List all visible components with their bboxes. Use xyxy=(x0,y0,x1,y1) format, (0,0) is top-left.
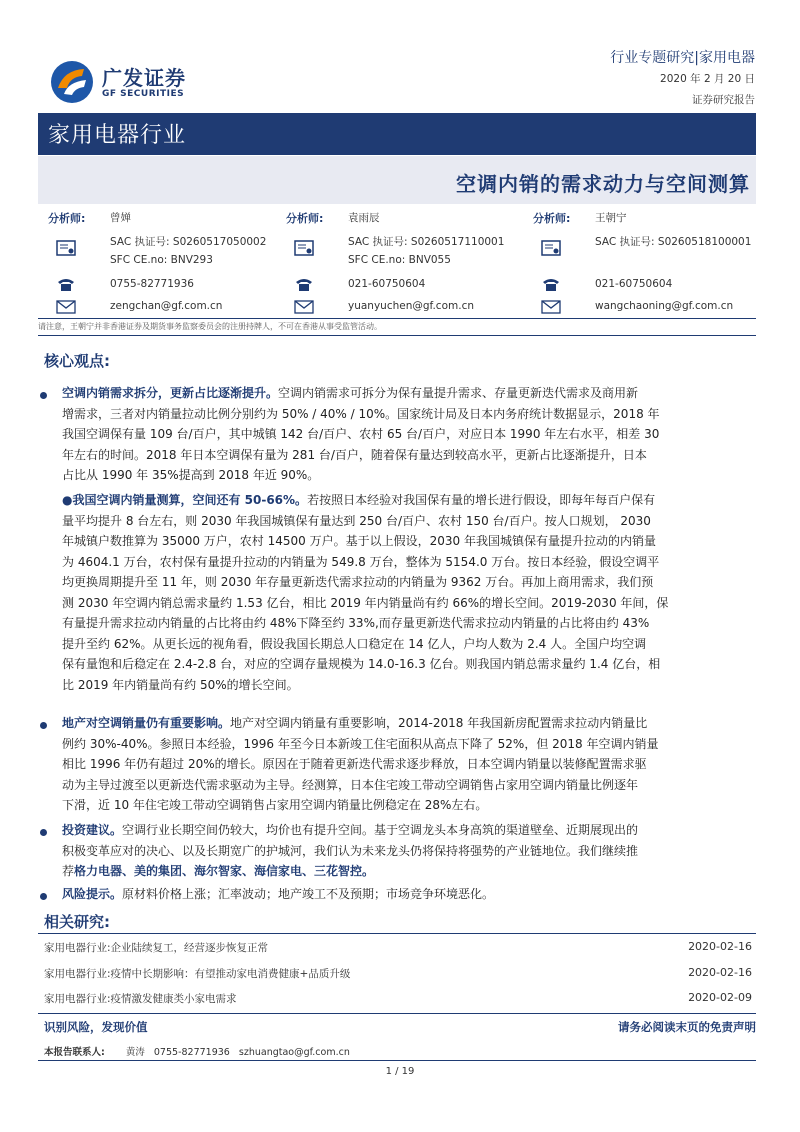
phone-icon xyxy=(56,276,76,292)
paragraph-heading: 风险提示。 xyxy=(62,887,123,901)
text-line: 有量提升需求拉动内销量的占比将由约 48%下降至约 33%,而存量更新迭代需求拉动内销量的占比将由约 43% xyxy=(62,616,650,630)
text-line: 下滑，近 10 年住宅竣工带动空调销售占家用空调内销量比例稳定在 28%左右。 xyxy=(62,798,488,812)
related-item-title[interactable]: 家用电器行业:疫情激发健康类小家电需求 xyxy=(44,993,237,1005)
text-line: 均更换周期提升至 11 年，则 2030 年存量更新迭代需求拉动的内销量为 9362 万台。再加上商用需求，我们预 xyxy=(62,575,654,589)
paragraph-heading: ●我国空调内销量测算，空间还有 50-66%。 xyxy=(62,493,308,507)
certificate-icon xyxy=(294,240,314,256)
recommended-stocks: 格力电器、美的集团、海尔智家、海信家电、三花智控。 xyxy=(74,864,375,878)
footer-contact xyxy=(44,1044,350,1058)
related-item-date: 2020-02-16 xyxy=(688,966,752,979)
logo-text-cn: 广发证券 xyxy=(102,66,186,90)
text-line: 我国空调保有量 109 台/百户，其中城镇 142 台/百户、农村 65 台/百户，对应日本 1990 年左右水平，相差 30 xyxy=(62,427,660,441)
analyst-sfc: SFC CE.no: BNV293 xyxy=(110,254,213,266)
text-line: 空调行业长期空间仍较大，均价也有提升空间。基于空调龙头本身高筑的渠道壁垒、近期展现出的 xyxy=(122,823,639,837)
text-line: 占比从 1990 年 35%提高到 2018 年近 90%。 xyxy=(62,468,320,482)
core-paragraph-3 xyxy=(62,713,754,816)
text-line: 相比 1996 年仍有超过 20%的增长。原因在于随着更新迭代需求逐步释放，日本空调内销量以装修配置需求驱 xyxy=(62,757,647,771)
analyst-sac: SAC 执证号: S0260517050002 xyxy=(110,236,267,248)
certificate-icon xyxy=(541,240,561,256)
text-line: 提升至约 62%。从更长远的视角看，假设我国长期总人口稳定在 14 亿人，户均人数为 2.4 人。全国户均空调 xyxy=(62,636,647,651)
text-line: 地产对空调内销量有重要影响，2014-2018 年我国新房配置需求拉动内销量比 xyxy=(230,716,648,730)
related-research-title: 相关研究: xyxy=(44,913,110,931)
text-line: 积极变革应对的决心、以及长期宽广的护城河，我们认为未来龙头仍将保持将强势的产业链地位。我们继续推 xyxy=(62,843,639,858)
certificate-icon xyxy=(56,240,76,256)
bullet-icon xyxy=(40,829,47,836)
related-item-title[interactable]: 家用电器行业:疫情中长期影响：有望推动家电消费健康+品质升级 xyxy=(44,968,351,980)
analyst-email[interactable]: wangchaoning@gf.com.cn xyxy=(595,300,734,312)
divider xyxy=(38,318,756,319)
core-paragraph-2 xyxy=(62,490,754,695)
report-title: 空调内销的需求动力与空间测算 xyxy=(456,172,750,196)
text-line: 例约 30%-40%。参照日本经验，1996 年至今日本新竣工住宅面积从高点下降了 52%，但 2018 年空调内销量 xyxy=(62,736,659,751)
text-line: 保有量饱和后稳定在 2.4-2.8 台，对应的空调存量规模为 14.0-16.3 亿台。则我国内销总需求量约 1.4 亿台，相 xyxy=(62,657,661,671)
related-item-title[interactable]: 家用电器行业:企业陆续复工，经营逐步恢复正常 xyxy=(44,942,269,954)
text-line: 增需求，三者对内销量拉动比例分别约为 50% / 40% / 10%。国家统计局及日本内务府统计数据显示，2018 年 xyxy=(62,406,660,421)
analyst-sac: SAC 执证号: S0260518100001 xyxy=(595,236,752,248)
analyst-block-2 xyxy=(286,210,526,318)
text-line: 动为主导过渡至以更新迭代需求驱动为主导。经测算，日本住宅竣工带动空调销售占家用空调内销量比例逐年 xyxy=(62,777,639,792)
text-line: 为 4604.1 万台，农村保有量提升拉动的内销量为 549.8 万台，整体为 5154.0 万台。按日本经验，假设空调平 xyxy=(62,554,660,569)
core-paragraph-5 xyxy=(62,884,754,905)
report-type: 证券研究报告 xyxy=(692,94,755,106)
text-line: 年左右的时间。2018 年日本空调保有量为 281 台/百户，随着保有量达到较高水平，更新占比逐渐提升，日本 xyxy=(62,447,647,462)
industry-title: 家用电器行业 xyxy=(48,123,187,148)
text-line: 量平均提升 8 台左右，则 2030 年我国城镇保有量达到 250 台/百户、农村 150 台/百户。按人口规划， 2030 xyxy=(62,513,651,528)
report-category: 行业专题研究|家用电器 xyxy=(610,50,755,66)
bullet-icon xyxy=(40,392,47,399)
bullet-icon xyxy=(40,722,47,729)
analyst-phone: 021-60750604 xyxy=(348,278,426,290)
report-date: 2020 年 2 月 20 日 xyxy=(660,73,755,85)
related-item[interactable] xyxy=(44,991,752,1006)
footer-divider xyxy=(38,1060,756,1061)
related-item-date: 2020-02-09 xyxy=(688,991,752,1004)
core-paragraph-4 xyxy=(62,820,754,882)
analyst-phone: 0755-82771936 xyxy=(110,278,194,290)
contact-phone: 0755-82771936 xyxy=(153,1047,230,1058)
footer-divider xyxy=(38,1013,756,1014)
divider xyxy=(38,335,756,336)
analyst-block-3 xyxy=(533,210,758,318)
analyst-name: 王朝宁 xyxy=(595,212,627,224)
paragraph-heading: 空调内销需求拆分，更新占比逐渐提升。 xyxy=(62,386,279,400)
core-views-title: 核心观点: xyxy=(44,352,110,370)
analyst-name: 曾婵 xyxy=(110,212,131,224)
contact-name: 黄涛 xyxy=(125,1047,145,1058)
analyst-name: 袁雨辰 xyxy=(348,212,380,224)
logo xyxy=(50,60,230,108)
logo-mark-icon xyxy=(50,60,94,104)
text-line: 测 2030 年空调内销总需求量约 1.53 亿台，相比 2019 年内销量尚有约 66%的增长空间。2019-2030 年间，保 xyxy=(62,595,669,610)
text-line: 空调内销需求可拆分为保有量提升需求、存量更新迭代需求及商用新 xyxy=(278,386,639,400)
email-icon xyxy=(294,299,314,315)
email-icon xyxy=(56,299,76,315)
core-paragraph-1 xyxy=(62,383,754,486)
contact-label: 本报告联系人: xyxy=(44,1047,105,1058)
related-item[interactable] xyxy=(44,940,752,955)
analyst-email[interactable]: zengchan@gf.com.cn xyxy=(110,300,223,312)
related-item[interactable] xyxy=(44,966,752,981)
paragraph-heading: 投资建议。 xyxy=(62,823,123,837)
related-item-date: 2020-02-16 xyxy=(688,940,752,953)
divider xyxy=(38,933,756,934)
text-line: 原材料价格上涨；汇率波动；地产竣工不及预期；市场竞争环境恶化。 xyxy=(122,887,495,901)
text-line: 比 2019 年内销量尚有约 50%的增长空间。 xyxy=(62,677,299,692)
analyst-disclaimer: 请注意，王朝宁并非香港证券及期货事务监察委员会的注册持牌人，不可在香港从事受监管活动。 xyxy=(38,322,382,331)
analyst-sfc: SFC CE.no: BNV055 xyxy=(348,254,451,266)
analyst-block-1 xyxy=(48,210,278,318)
analyst-email[interactable]: yuanyuchen@gf.com.cn xyxy=(348,300,474,312)
footer-slogan: 识别风险，发现价值 xyxy=(44,1020,148,1034)
text-line: 若按照日本经验对我国保有量的增长进行假设，即每年每百户保有 xyxy=(307,493,656,507)
analyst-label: 分析师: xyxy=(533,212,571,225)
analyst-sac: SAC 执证号: S0260517110001 xyxy=(348,236,505,248)
analyst-label: 分析师: xyxy=(48,212,86,225)
contact-email[interactable]: szhuangtao@gf.com.cn xyxy=(238,1047,350,1058)
analyst-label: 分析师: xyxy=(286,212,324,225)
logo-text-en: GF SECURITIES xyxy=(102,89,185,99)
text-line: 年城镇户数推算为 35000 万户，农村 14500 万户。基于以上假设，2030 年我国城镇保有量提升拉动的内销量 xyxy=(62,534,656,548)
bullet-icon xyxy=(40,893,47,900)
phone-icon xyxy=(541,276,561,292)
paragraph-heading: 地产对空调销量仍有重要影响。 xyxy=(62,716,231,730)
text-line: 荐 xyxy=(62,864,75,878)
phone-icon xyxy=(294,276,314,292)
analyst-phone: 021-60750604 xyxy=(595,278,673,290)
email-icon xyxy=(541,299,561,315)
page-number: 1 / 19 xyxy=(385,1066,415,1077)
disclaimer-link[interactable]: 请务必阅读末页的免责声明 xyxy=(618,1020,756,1034)
